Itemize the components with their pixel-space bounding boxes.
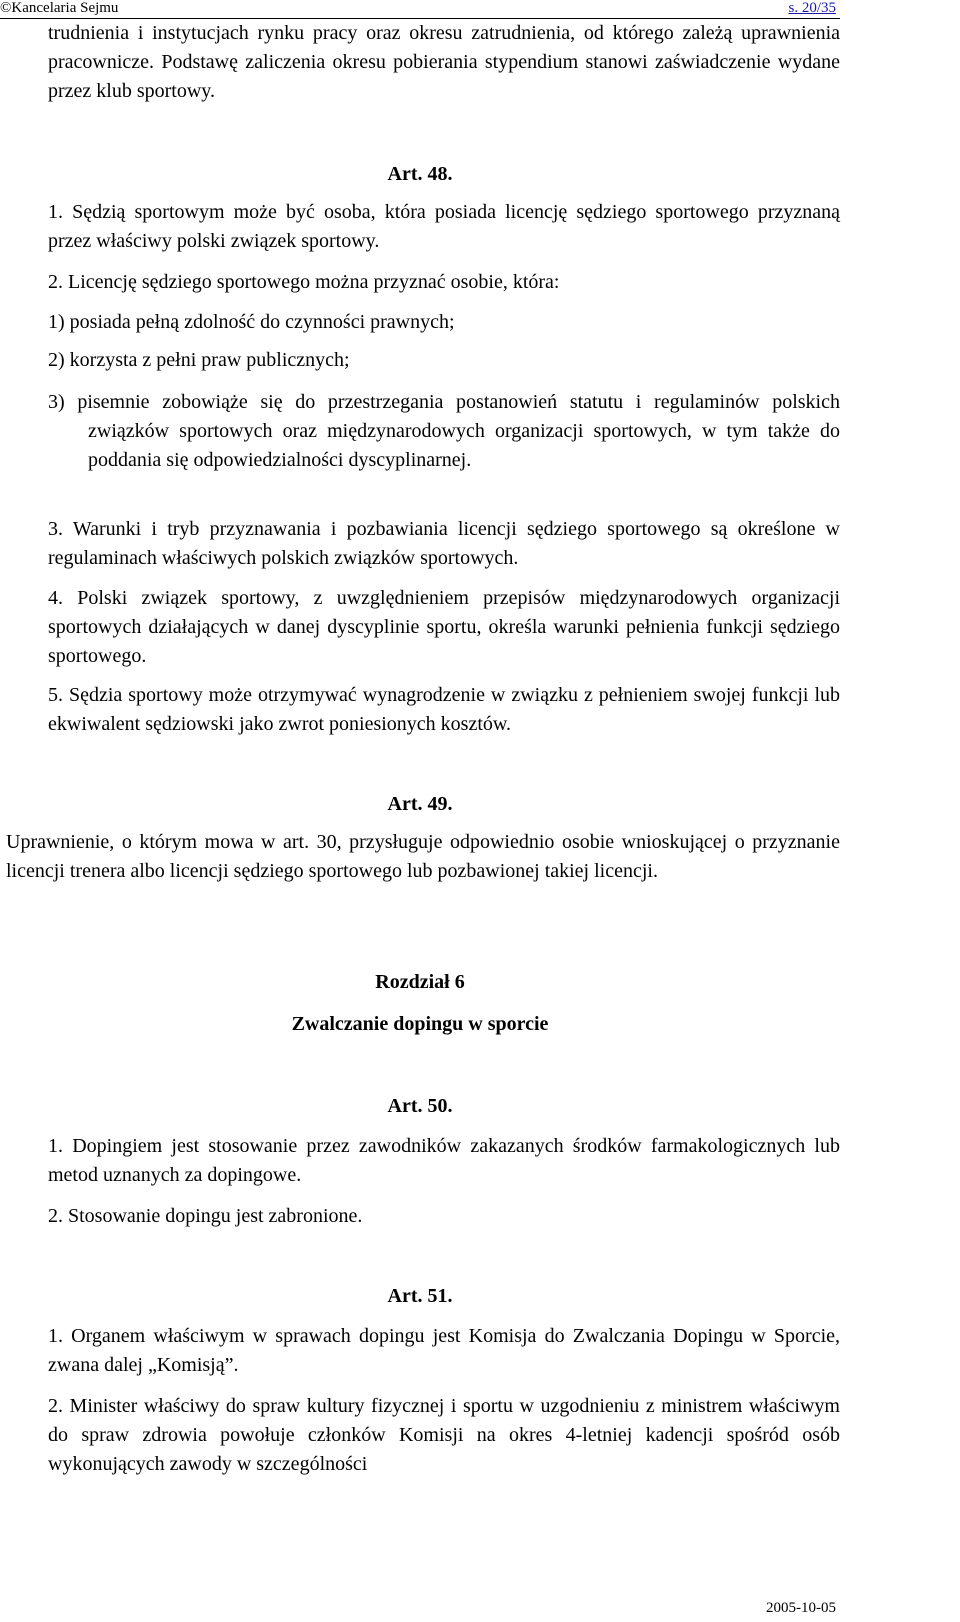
art48-paragraph-5: 5. Sędzia sportowy może otrzymywać wynagrodzenie w związku z pełnieniem swojej funkcji lub ekwiwalent sędziowski jako zwrot poniesionych kosztów. — [48, 684, 840, 735]
art48-paragraph-3: 3. Warunki i tryb przyznawania i pozbawiania licencji sędziego sportowego są określone w regulaminach właściwych polskich związków sportowych. — [48, 518, 840, 569]
article-49-title: Art. 49. — [387, 793, 453, 815]
article-48-title: Art. 48. — [387, 163, 453, 185]
list-item: 2) korzysta z pełni praw publicznych; — [48, 349, 350, 371]
art50-paragraph-2: 2. Stosowanie dopingu jest zabronione. — [48, 1205, 363, 1227]
art51-paragraph-1: 1. Organem właściwym w sprawach dopingu jest Komisja do Zwalczania Dopingu w Sporcie, zwana dalej „Komisją”. — [48, 1325, 840, 1376]
art48-list-3 — [48, 388, 840, 475]
list-item: 3) pisemnie zobowiąże się do przestrzegania postanowień statutu i regulaminów polskich związków sportowych oraz międzynarodowych organizacji sportowych, w tym także do poddania się odpowiedzialności dyscyplinarnej. — [48, 391, 840, 471]
art50-paragraph-1: 1. Dopingiem jest stosowanie przez zawodników zakazanych środków farmakologicznych lub metod uznanych za dopingowe. — [48, 1135, 840, 1186]
article-51-title: Art. 51. — [387, 1285, 453, 1307]
art48-paragraph-1: 1. Sędzią sportowym może być osoba, która posiada licencję sędziego sportowego przyznaną przez właściwy polski związek sportowy. — [48, 201, 840, 252]
chapter-title: Zwalczanie dopingu w sporcie — [291, 1013, 549, 1035]
art48-list-2 — [48, 346, 840, 375]
header-page-number[interactable] — [788, 0, 836, 17]
header-copyright: ©Kancelaria Sejmu — [0, 0, 119, 16]
art48-paragraph-4: 4. Polski związek sportowy, z uwzględnieniem przepisów międzynarodowych organizacji sportowych działających w danej dyscyplinie sportu, określa warunki pełnienia funkcji sędziego sportowego. — [48, 587, 840, 667]
article-50-title: Art. 50. — [387, 1095, 453, 1117]
chapter-number: Rozdział 6 — [375, 971, 465, 993]
page-number-link[interactable]: s. 20/35 — [788, 0, 836, 16]
intro-paragraph: trudnienia i instytucjach rynku pracy oraz okresu zatrudnienia, od którego zależą uprawnienia pracownicze. Podstawę zaliczenia okresu pobierania stypendium stanowi zaświadczenie wydane przez klub sportowy. — [48, 22, 840, 102]
footer-date: 2005-10-05 — [766, 1600, 836, 1616]
list-item: 1) posiada pełną zdolność do czynności prawnych; — [48, 311, 455, 333]
art51-paragraph-2: 2. Minister właściwy do spraw kultury fizycznej i sportu w uzgodnieniu z ministrem właściwym do spraw zdrowia powołuje członków Komisji na okres 4-letniej kadencji spośród osób wykonujących zawody w szczególności — [48, 1395, 840, 1475]
art48-paragraph-2: 2. Licencję sędziego sportowego można przyznać osobie, która: — [48, 271, 560, 293]
art49-paragraph-1: Uprawnienie, o którym mowa w art. 30, przysługuje odpowiednio osobie wnioskującej o przyznanie licencji trenera albo licencji sędziego sportowego lub pozbawionej takiej licencji. — [6, 831, 840, 882]
art48-list — [48, 308, 840, 337]
